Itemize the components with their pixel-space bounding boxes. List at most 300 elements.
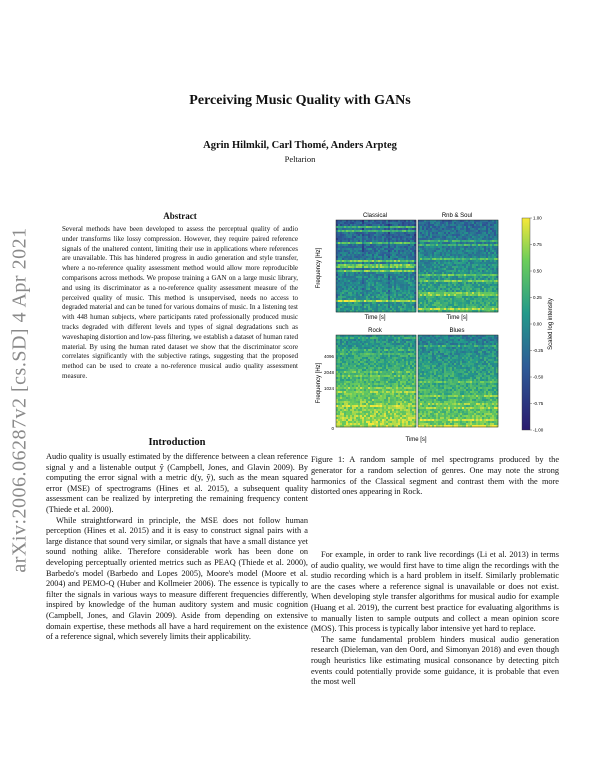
spectrogram-cell [418, 232, 420, 234]
spectrogram-cell [364, 377, 366, 379]
spectrogram-cell [402, 298, 404, 300]
spectrogram-cell [462, 248, 464, 250]
spectrogram-cell [434, 248, 436, 250]
spectrogram-cell [436, 236, 438, 238]
spectrogram-cell [358, 244, 360, 246]
spectrogram-cell [340, 347, 342, 349]
spectrogram-cell [394, 308, 396, 310]
spectrogram-cell [366, 387, 368, 389]
spectrogram-cell [468, 306, 470, 308]
spectrogram-cell [452, 248, 454, 250]
spectrogram-cell [374, 240, 376, 242]
spectrogram-cell [478, 288, 480, 290]
spectrogram-cell [456, 222, 458, 224]
spectrogram-cell [350, 349, 352, 351]
spectrogram-cell [354, 385, 356, 387]
spectrogram-cell [382, 355, 384, 357]
spectrogram-cell [428, 230, 430, 232]
spectrogram-cell [458, 260, 460, 262]
spectrogram-cell [454, 260, 456, 262]
spectrogram-cell [478, 284, 480, 286]
spectrogram-cell [486, 276, 488, 278]
spectrogram-cell [336, 252, 338, 254]
spectrogram-cell [354, 349, 356, 351]
spectrogram-cell [404, 268, 406, 270]
spectrogram-cell [490, 266, 492, 268]
spectrogram-cell [396, 228, 398, 230]
spectrogram-cell [404, 274, 406, 276]
spectrogram-cell [346, 369, 348, 371]
spectrogram-cell [342, 272, 344, 274]
spectrogram-cell [406, 355, 408, 357]
spectrogram-cell [350, 355, 352, 357]
spectrogram-cell [390, 244, 392, 246]
spectrogram-cell [354, 290, 356, 292]
spectrogram-cell [348, 387, 350, 389]
spectrogram-cell [356, 353, 358, 355]
spectrogram-cell [382, 381, 384, 383]
spectrogram-cell [364, 294, 366, 296]
spectrogram-cell [360, 242, 362, 244]
spectrogram-cell [384, 357, 386, 359]
spectrogram-cell [490, 226, 492, 228]
spectrogram-cell [424, 268, 426, 270]
spectrogram-cell [468, 268, 470, 270]
spectrogram-cell [386, 284, 388, 286]
spectrogram-cell [382, 302, 384, 304]
spectrogram-cell [360, 294, 362, 296]
spectrogram-cell [460, 298, 462, 300]
spectrogram-cell [410, 258, 412, 260]
spectrogram-cell [392, 286, 394, 288]
spectrogram-cell [370, 258, 372, 260]
spectrogram-cell [376, 365, 378, 367]
spectrogram-cell [420, 220, 422, 222]
spectrogram-cell [484, 308, 486, 310]
spectrogram-cell [396, 355, 398, 357]
spectrogram-cell [382, 222, 384, 224]
spectrogram-cell [474, 262, 476, 264]
spectrogram-cell [358, 343, 360, 345]
spectrogram-cell [466, 222, 468, 224]
spectrogram-cell [390, 343, 392, 345]
spectrogram-cell [370, 256, 372, 258]
spectrogram-cell [340, 349, 342, 351]
spectrogram-cell [382, 296, 384, 298]
spectrogram-cell [480, 294, 482, 296]
spectrogram-cell [370, 290, 372, 292]
spectrogram-cell [492, 222, 494, 224]
spectrogram-cell [412, 262, 414, 264]
spectrogram-cell [450, 270, 452, 272]
spectrogram-cell [460, 300, 462, 302]
spectrogram-cell [382, 268, 384, 270]
spectrogram-cell [372, 375, 374, 377]
spectrogram-cell [410, 266, 412, 268]
spectrogram-cell [340, 357, 342, 359]
spectrogram-cell [436, 254, 438, 256]
spectrogram-cell [380, 361, 382, 363]
spectrogram-cell [432, 246, 434, 248]
spectrogram-cell [382, 385, 384, 387]
spectrogram-cell [434, 282, 436, 284]
spectrogram-cell [350, 258, 352, 260]
spectrogram-cell [386, 385, 388, 387]
spectrogram-cell [468, 278, 470, 280]
spectrogram-cell [388, 256, 390, 258]
spectrogram-cell [404, 230, 406, 232]
spectrogram-cell [402, 238, 404, 240]
spectrogram-cell [384, 278, 386, 280]
spectrogram-cell [364, 365, 366, 367]
spectrogram-cell [466, 272, 468, 274]
panel-title-rnb: Rnb & Soul [441, 213, 473, 219]
spectrogram-cell [418, 274, 420, 276]
spectrogram-cell [490, 304, 492, 306]
spectrogram-cell [482, 226, 484, 228]
spectrogram-cell [390, 375, 392, 377]
spectrogram-cell [472, 246, 474, 248]
spectrogram-cell [472, 300, 474, 302]
spectrogram-cell [456, 226, 458, 228]
spectrogram-cell [412, 272, 414, 274]
spectrogram-cell [460, 220, 462, 222]
spectrogram-cell [420, 268, 422, 270]
spectrogram-cell [376, 345, 378, 347]
spectrogram-cell [476, 248, 478, 250]
spectrogram-cell [336, 381, 338, 383]
spectrogram-cell [392, 365, 394, 367]
spectrogram-cell [446, 260, 448, 262]
spectrogram-cell [462, 242, 464, 244]
spectrogram-cell [456, 296, 458, 298]
spectrogram-cell [398, 294, 400, 296]
spectrogram-cell [492, 280, 494, 282]
spectrogram-cell [492, 250, 494, 252]
spectrogram-cell [352, 357, 354, 359]
spectrogram-cell [424, 276, 426, 278]
spectrogram-cell [490, 308, 492, 310]
spectrogram-cell [468, 298, 470, 300]
spectrogram-cell [472, 272, 474, 274]
spectrogram-cell [384, 256, 386, 258]
spectrogram-cell [362, 361, 364, 363]
spectrogram-cell [384, 353, 386, 355]
spectrogram-cell [454, 220, 456, 222]
spectrogram-cell [406, 236, 408, 238]
spectrogram-cell [488, 258, 490, 260]
spectrogram-cell [424, 270, 426, 272]
spectrogram-cell [344, 397, 346, 399]
spectrogram-cell [400, 298, 402, 300]
spectrogram-cell [456, 280, 458, 282]
spectrogram-cell [486, 284, 488, 286]
spectrogram-cell [384, 377, 386, 379]
spectrogram-cell [364, 236, 366, 238]
spectrogram-cell [418, 264, 420, 266]
spectrogram-cell [362, 264, 364, 266]
spectrogram-cell [350, 308, 352, 310]
spectrogram-cell [478, 238, 480, 240]
spectrogram-cell [376, 391, 378, 393]
spectrogram-cell [400, 397, 402, 399]
spectrogram-cell [382, 232, 384, 234]
spectrogram-cell [446, 278, 448, 280]
spectrogram-cell [350, 393, 352, 395]
spectrogram-cell [358, 397, 360, 399]
spectrogram-cell [336, 244, 338, 246]
spectrogram-cell [350, 395, 352, 397]
spectrogram-cell [420, 262, 422, 264]
spectrogram-cell [362, 258, 364, 260]
spectrogram-cell [364, 278, 366, 280]
spectrogram-cell [420, 254, 422, 256]
spectrogram-cell [392, 232, 394, 234]
spectrogram-cell [428, 238, 430, 240]
spectrogram-cell [358, 308, 360, 310]
spectrogram-cell [402, 381, 404, 383]
spectrogram-cell [360, 361, 362, 363]
spectrogram-cell [406, 375, 408, 377]
spectrogram-cell [476, 232, 478, 234]
spectrogram-cell [382, 343, 384, 345]
spectrogram-cell [382, 250, 384, 252]
spectrogram-cell [438, 250, 440, 252]
spectrogram-cell [450, 274, 452, 276]
spectrogram-cell [470, 302, 472, 304]
spectrogram-cell [392, 339, 394, 341]
spectrogram-cell [358, 339, 360, 341]
spectrogram-cell [338, 228, 340, 230]
spectrogram-cell [380, 282, 382, 284]
spectrogram-cell [410, 254, 412, 256]
spectrogram-cell [404, 383, 406, 385]
spectrogram-cell [380, 355, 382, 357]
spectrogram-cell [410, 393, 412, 395]
spectrogram-cell [350, 359, 352, 361]
spectrogram-cell [466, 300, 468, 302]
spectrogram-cell [382, 292, 384, 294]
spectrogram-cell [386, 349, 388, 351]
spectrogram-cell [372, 367, 374, 369]
spectrogram-cell [474, 304, 476, 306]
spectrogram-cell [396, 353, 398, 355]
spectrogram-cell [418, 266, 420, 268]
spectrogram-cell [400, 250, 402, 252]
spectrogram-cell [474, 306, 476, 308]
spectrogram-cell [486, 296, 488, 298]
spectrogram-cell [378, 367, 380, 369]
spectrogram-cell [434, 274, 436, 276]
spectrogram-cell [390, 230, 392, 232]
spectrogram-cell [374, 222, 376, 224]
spectrogram-cell [490, 294, 492, 296]
spectrogram-cell [380, 345, 382, 347]
spectrogram-cell [400, 389, 402, 391]
spectrogram-cell [436, 298, 438, 300]
spectrogram-cell [344, 220, 346, 222]
spectrogram-cell [484, 306, 486, 308]
spectrogram-cell [484, 274, 486, 276]
spectrogram-panel-rnb [418, 220, 498, 312]
spectrogram-cell [388, 339, 390, 341]
spectrogram-cell [372, 234, 374, 236]
spectrogram-cell [392, 276, 394, 278]
spectrogram-cell [378, 343, 380, 345]
spectrogram-cell [340, 397, 342, 399]
spectrogram-cell [432, 282, 434, 284]
spectrogram-cell [364, 296, 366, 298]
spectrogram-cell [440, 290, 442, 292]
spectrogram-cell [470, 246, 472, 248]
spectrogram-cell [374, 355, 376, 357]
spectrogram-cell [336, 274, 338, 276]
spectrogram-cell [428, 240, 430, 242]
spectrogram-cell [392, 298, 394, 300]
spectrogram-cell [366, 292, 368, 294]
spectrogram-cell [382, 258, 384, 260]
spectrogram-cell [492, 224, 494, 226]
spectrogram-cell [418, 260, 420, 262]
spectrogram-cell [374, 290, 376, 292]
spectrogram-cell [420, 238, 422, 240]
spectrogram-cell [384, 300, 386, 302]
spectrogram-cell [434, 276, 436, 278]
spectrogram-cell [442, 276, 444, 278]
spectrogram-cell [398, 365, 400, 367]
spectrogram-cell [490, 264, 492, 266]
spectrogram-cell [340, 254, 342, 256]
spectrogram-cell [378, 250, 380, 252]
spectrogram-cell [374, 258, 376, 260]
spectrogram-cell [444, 234, 446, 236]
spectrogram-cell [412, 367, 414, 369]
spectrogram-cell [408, 236, 410, 238]
spectrogram-cell [426, 226, 428, 228]
spectrogram-cell [374, 377, 376, 379]
spectrogram-cell [358, 369, 360, 371]
spectrogram-cell [354, 280, 356, 282]
spectrogram-cell [348, 260, 350, 262]
spectrogram-cell [394, 226, 396, 228]
spectrogram-cell [392, 371, 394, 373]
spectrogram-cell [396, 375, 398, 377]
spectrogram-cell [490, 238, 492, 240]
spectrogram-cell [424, 278, 426, 280]
spectrogram-cell [352, 260, 354, 262]
spectrogram-cell [398, 367, 400, 369]
spectrogram-cell [438, 272, 440, 274]
spectrogram-cell [348, 284, 350, 286]
spectrogram-cell [438, 278, 440, 280]
spectrogram-cell [336, 357, 338, 359]
spectrogram-cell [340, 294, 342, 296]
spectrogram-cell [444, 298, 446, 300]
spectrogram-cell [494, 250, 496, 252]
spectrogram-cell [382, 359, 384, 361]
spectrogram-cell [466, 282, 468, 284]
spectrogram-cell [492, 230, 494, 232]
spectrogram-cell [486, 226, 488, 228]
spectrogram-cell [472, 238, 474, 240]
spectrogram-cell [452, 264, 454, 266]
spectrogram-cell [370, 369, 372, 371]
spectrogram-cell [472, 226, 474, 228]
spectrogram-cell [442, 272, 444, 274]
spectrogram-cell [430, 240, 432, 242]
spectrogram-cell [428, 224, 430, 226]
spectrogram-cell [356, 363, 358, 365]
spectrogram-cell [444, 304, 446, 306]
spectrogram-cell [420, 234, 422, 236]
spectrogram-cell [454, 298, 456, 300]
spectrogram-cell [410, 264, 412, 266]
spectrogram-cell [400, 234, 402, 236]
spectrogram-cell [410, 343, 412, 345]
spectrogram-cell [426, 288, 428, 290]
spectrogram-cell [412, 286, 414, 288]
spectrogram-cell [404, 335, 406, 337]
spectrogram-cell [350, 379, 352, 381]
spectrogram-cell [356, 272, 358, 274]
spectrogram-cell [424, 300, 426, 302]
spectrogram-cell [340, 383, 342, 385]
spectrogram-cell [380, 343, 382, 345]
spectrogram-cell [396, 302, 398, 304]
spectrogram-cell [366, 363, 368, 365]
spectrogram-cell [342, 383, 344, 385]
spectrogram-cell [456, 264, 458, 266]
spectrogram-cell [408, 290, 410, 292]
spectrogram-cell [368, 335, 370, 337]
spectrogram-cell [384, 359, 386, 361]
spectrogram-cell [368, 246, 370, 248]
spectrogram-cell [404, 256, 406, 258]
spectrogram-cell [444, 272, 446, 274]
spectrogram-cell [350, 220, 352, 222]
spectrogram-cell [450, 246, 452, 248]
spectrogram-cell [446, 266, 448, 268]
spectrogram-cell [366, 355, 368, 357]
spectrogram-cell [382, 389, 384, 391]
spectrogram-cell [364, 284, 366, 286]
spectrogram-cell [346, 284, 348, 286]
spectrogram-cell [372, 385, 374, 387]
spectrogram-cell [350, 383, 352, 385]
spectrogram-cell [462, 266, 464, 268]
spectrogram-cell [384, 246, 386, 248]
spectrogram-cell [468, 286, 470, 288]
spectrogram-cell [394, 258, 396, 260]
spectrogram-cell [344, 248, 346, 250]
spectrogram-cell [352, 335, 354, 337]
spectrogram-cell [494, 280, 496, 282]
spectrogram-cell [336, 304, 338, 306]
spectrogram-cell [452, 274, 454, 276]
spectrogram-cell [392, 369, 394, 371]
spectrogram-cell [342, 306, 344, 308]
spectrogram-cell [388, 296, 390, 298]
spectrogram-cell [338, 292, 340, 294]
spectrogram-cell [450, 232, 452, 234]
spectrogram-cell [338, 399, 340, 401]
spectrogram-cell [398, 387, 400, 389]
spectrogram-cell [492, 306, 494, 308]
spectrogram-cell [430, 288, 432, 290]
spectrogram-cell [400, 369, 402, 371]
spectrogram-cell [358, 236, 360, 238]
spectrogram-cell [338, 270, 340, 272]
